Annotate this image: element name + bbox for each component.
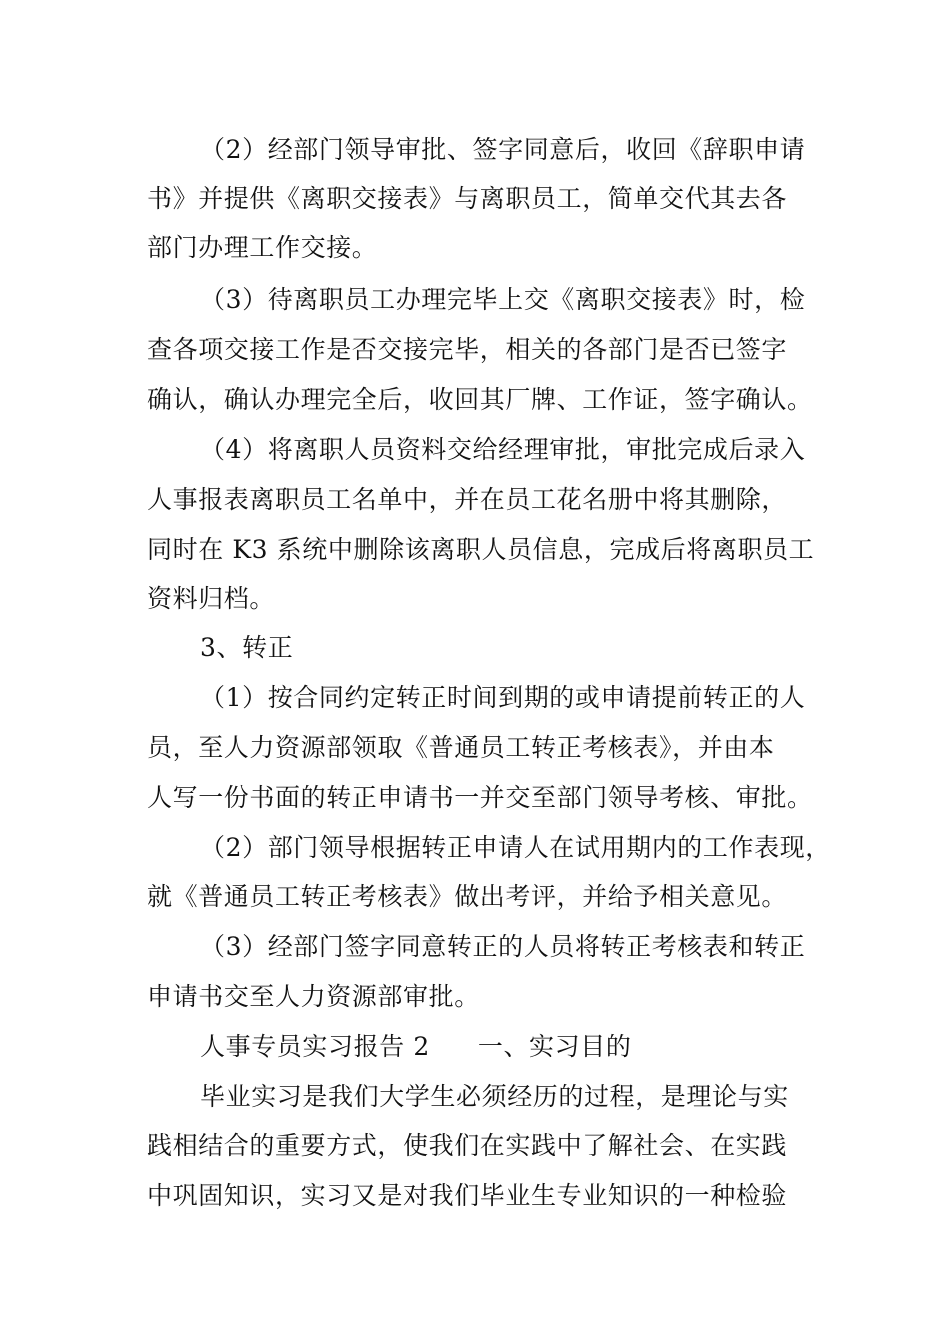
paragraph-line: 同时在 K3 系统中删除该离职人员信息，完成后将离职员工: [147, 535, 815, 564]
paragraph-line: （1）按合同约定转正时间到期的或申请提前转正的人: [200, 683, 806, 712]
paragraph-line: 申请书交至人力资源部审批。: [147, 982, 480, 1011]
section-heading: 一、实习目的: [477, 1032, 632, 1061]
paragraph-line: （3）待离职员工办理完毕上交《离职交接表》时，检: [200, 285, 806, 314]
paragraph-line: 员，至人力资源部领取《普通员工转正考核表》，并由本: [147, 733, 775, 762]
paragraph-line: 查各项交接工作是否交接完毕，相关的各部门是否已签字: [147, 335, 788, 364]
paragraph-line: （2）部门领导根据转正申请人在试用期内的工作表现，: [200, 833, 831, 862]
paragraph-line: 确认，确认办理完全后，收回其厂牌、工作证，签字确认。: [147, 385, 813, 414]
report-heading-line: [200, 1031, 870, 1063]
report-title: 人事专员实习报告 2: [200, 1032, 430, 1061]
section-heading-line: 3、转正: [200, 633, 294, 662]
paragraph-line: 人事报表离职员工名单中，并在员工花名册中将其删除，: [147, 485, 788, 514]
paragraph-line: 践相结合的重要方式，使我们在实践中了解社会、在实践: [147, 1131, 788, 1160]
paragraph-line: 书》并提供《离职交接表》与离职员工，简单交代其去各: [147, 184, 788, 213]
paragraph-line: （3）经部门签字同意转正的人员将转正考核表和转正: [200, 932, 806, 961]
paragraph-line: （2）经部门领导审批、签字同意后，收回《辞职申请: [200, 135, 806, 164]
paragraph-line: 资料归档。: [147, 584, 276, 613]
paragraph-line: 人写一份书面的转正申请书一并交至部门领导考核、审批。: [147, 783, 813, 812]
paragraph-line: （4）将离职人员资料交给经理审批，审批完成后录入: [200, 435, 806, 464]
paragraph-line: 就《普通员工转正考核表》做出考评，并给予相关意见。: [147, 882, 788, 911]
paragraph-line: 中巩固知识，实习又是对我们毕业生专业知识的一种检验: [147, 1181, 788, 1210]
paragraph-line: 毕业实习是我们大学生必须经历的过程，是理论与实: [200, 1082, 789, 1111]
paragraph-line: 部门办理工作交接。: [147, 233, 378, 262]
